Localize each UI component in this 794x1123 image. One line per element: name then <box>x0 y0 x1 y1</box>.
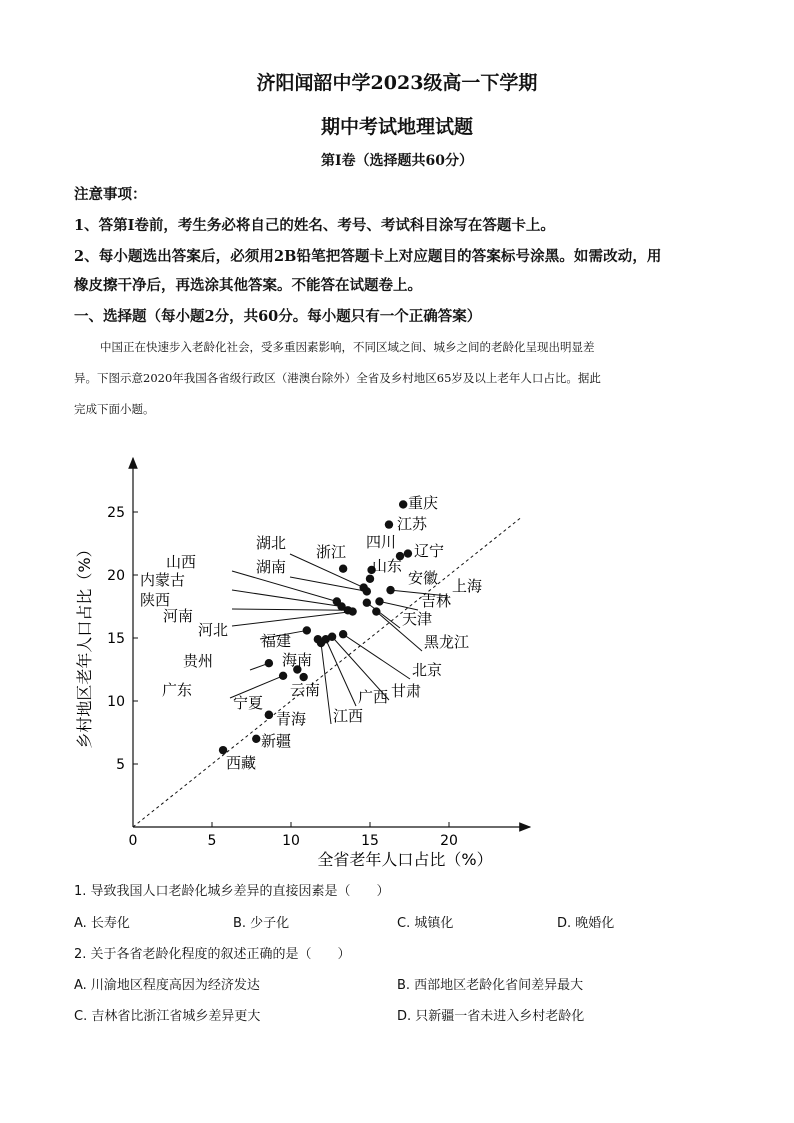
point-label: 河南 <box>162 607 193 625</box>
point-label: 河北 <box>197 621 228 639</box>
question-2-option-d: D. 只新疆一省未进入乡村老龄化 <box>397 1009 585 1024</box>
x-tick-label: 10 <box>282 833 300 849</box>
data-point <box>339 630 347 638</box>
data-point <box>366 575 374 583</box>
y-tick-label: 15 <box>107 631 125 647</box>
question-2-option-c: C. 吉林省比浙江省城乡差异更大 <box>74 1009 261 1024</box>
x-tick-label: 20 <box>440 833 458 849</box>
point-label: 山东 <box>372 557 403 575</box>
data-point <box>339 565 347 573</box>
point-label: 福建 <box>261 632 292 650</box>
point-label: 北京 <box>412 661 443 679</box>
notice-label: 注意事项： <box>74 186 147 203</box>
point-label: 湖南 <box>256 558 287 576</box>
question-1-stem: 1. 导致我国人口老龄化城乡差异的直接因素是（ ） <box>74 884 390 899</box>
point-label: 辽宁 <box>414 542 445 560</box>
point-label: 陕西 <box>139 591 170 609</box>
x-tick-label: 0 <box>128 833 138 849</box>
intro-line-3: 完成下面小题。 <box>74 402 155 416</box>
data-point <box>252 735 260 743</box>
data-point <box>404 549 412 557</box>
data-point <box>348 607 356 615</box>
question-1-option-c: C. 城镇化 <box>397 916 454 931</box>
point-label: 安徽 <box>408 569 439 587</box>
x-tick-label: 15 <box>361 833 379 849</box>
point-label: 新疆 <box>261 732 292 750</box>
intro-line-2: 异。下图示意2020年我国各省级行政区（港澳台除外）全省及乡村地区65岁及以上老年人口占比。据此 <box>74 371 601 385</box>
data-point <box>279 672 287 680</box>
question-2-option-a: A. 川渝地区程度高因为经济发达 <box>74 978 260 993</box>
question-2-option-b: B. 西部地区老龄化省间差异最大 <box>397 978 584 993</box>
point-label: 贵州 <box>182 652 213 670</box>
leader-line <box>379 601 418 610</box>
data-point <box>299 673 307 681</box>
point-label: 广西 <box>358 688 389 706</box>
y-tick-label: 10 <box>107 694 125 710</box>
data-point <box>363 587 371 595</box>
point-label: 江苏 <box>397 515 428 533</box>
notice-item-2-line-2: 橡皮擦干净后，再选涂其他答案。不能答在试题卷上。 <box>74 277 422 294</box>
point-label: 浙江 <box>316 543 347 561</box>
question-2-stem: 2. 关于各省老龄化程度的叙述正确的是（ ） <box>74 947 351 962</box>
section-heading: 第Ⅰ卷（选择题共60分） <box>320 153 474 169</box>
scatter-chart <box>60 450 560 880</box>
data-point <box>385 520 393 528</box>
leader-line <box>321 643 331 724</box>
x-tick-label: 5 <box>207 833 217 849</box>
data-point <box>372 607 380 615</box>
data-point <box>399 500 407 508</box>
point-label: 吉林 <box>421 592 452 610</box>
point-label: 四川 <box>366 533 397 551</box>
part-one-heading: 一、选择题（每小题2分，共60分。每小题只有一个正确答案） <box>74 308 482 325</box>
question-1-option-d: D. 晚婚化 <box>557 916 615 931</box>
data-point <box>317 639 325 647</box>
y-tick-label: 5 <box>116 757 125 773</box>
point-label: 湖北 <box>256 534 287 552</box>
point-label: 宁夏 <box>233 694 264 712</box>
point-label: 上海 <box>452 577 483 595</box>
data-point <box>386 586 394 594</box>
point-label: 山西 <box>165 553 196 571</box>
point-label: 广东 <box>161 681 192 699</box>
point-label: 青海 <box>276 710 307 728</box>
point-label: 甘肃 <box>391 682 422 700</box>
paper-title: 济阳闻韶中学2023级高一下学期 <box>256 72 538 94</box>
point-label: 海南 <box>282 651 313 669</box>
point-label: 西藏 <box>226 754 257 772</box>
leader-line <box>343 634 410 679</box>
intro-line-1: 中国正在快速步入老龄化社会，受多重因素影响，不同区域之间、城乡之间的老龄化呈现出明显差 <box>100 340 595 354</box>
point-label: 黑龙江 <box>424 633 470 651</box>
leader-line <box>326 639 356 706</box>
x-axis-title: 全省老年人口占比（%） <box>317 850 493 869</box>
notice-item-1: 1、答第Ⅰ卷前，考生务必将自己的姓名、考号、考试科目涂写在答题卡上。 <box>74 217 555 234</box>
data-point <box>265 659 273 667</box>
point-label: 重庆 <box>408 494 439 512</box>
y-tick-label: 25 <box>107 505 125 521</box>
data-point <box>303 626 311 634</box>
leader-line <box>232 609 348 610</box>
data-point <box>265 711 273 719</box>
question-1-option-b: B. 少子化 <box>233 916 290 931</box>
leader-line <box>367 603 400 628</box>
point-label: 内蒙古 <box>139 571 185 589</box>
leader-line <box>232 612 353 626</box>
y-tick-label: 20 <box>107 568 125 584</box>
data-point <box>363 599 371 607</box>
notice-item-2-line-1: 2、每小题选出答案后，必须用2B铅笔把答题卡上对应题目的答案标号涂黑。如需改动，用 <box>74 248 662 265</box>
point-label: 云南 <box>290 681 321 699</box>
point-label: 天津 <box>402 610 433 628</box>
y-axis-title: 乡村地区老年人口占比（%） <box>75 541 94 749</box>
point-label: 江西 <box>333 707 364 725</box>
question-1-option-a: A. 长寿化 <box>74 916 130 931</box>
data-point <box>375 597 383 605</box>
paper-subtitle: 期中考试地理试题 <box>320 116 473 138</box>
